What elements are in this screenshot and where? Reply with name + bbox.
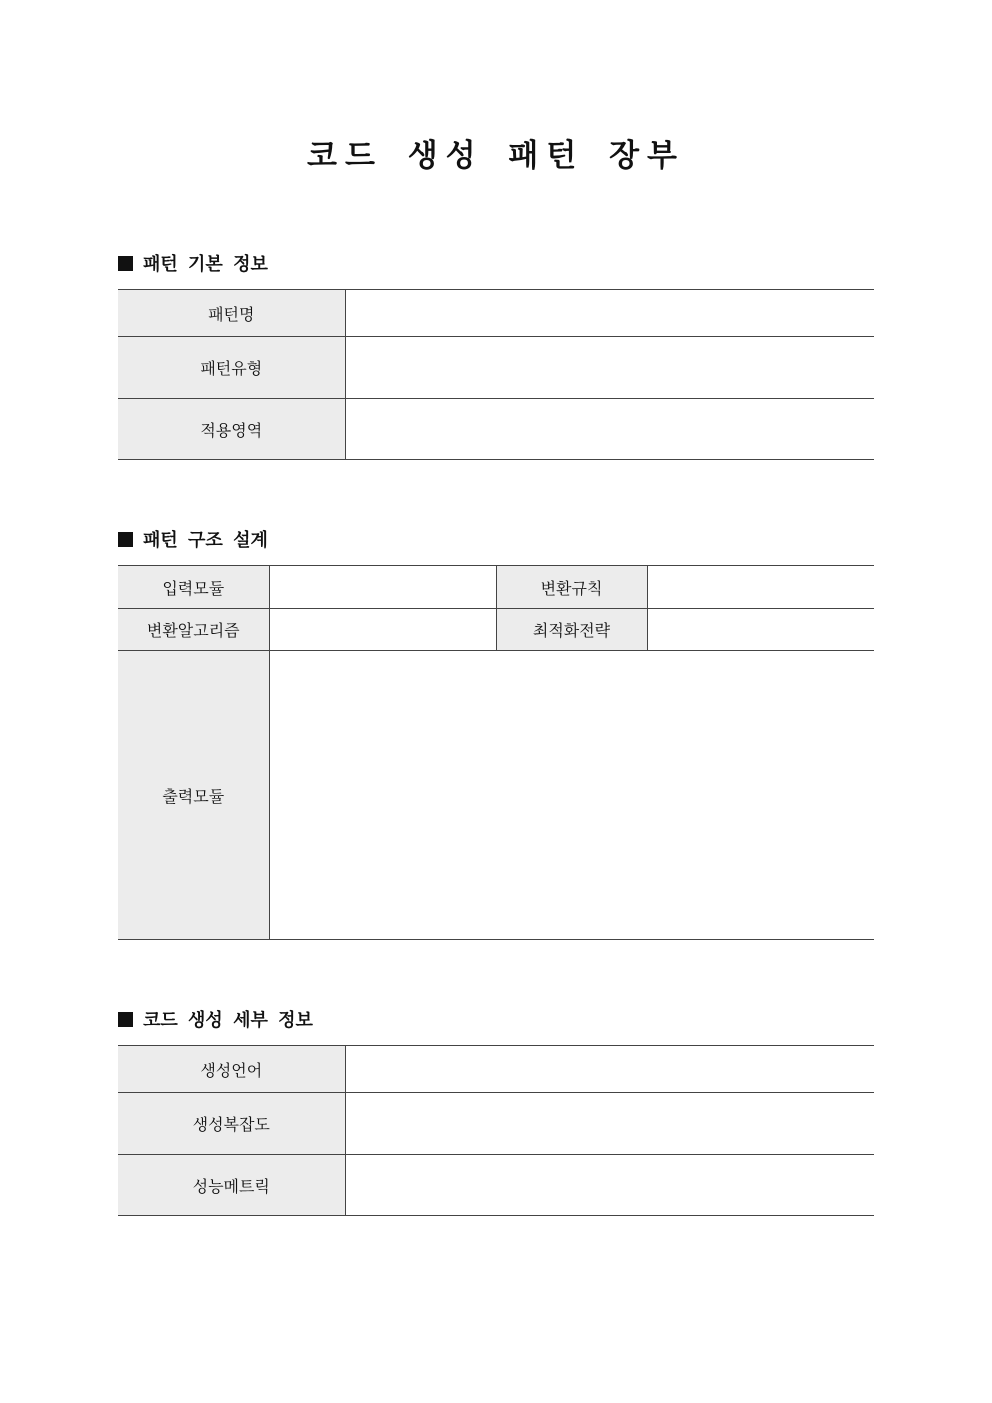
square-bullet-icon xyxy=(118,1012,133,1027)
table-row xyxy=(118,566,874,609)
section-heading-text: 패턴 구조 설계 xyxy=(143,530,268,551)
output-module-value[interactable] xyxy=(269,651,874,940)
table-row xyxy=(118,1093,874,1155)
pattern-name-label: 패턴명 xyxy=(118,290,345,337)
transform-rule-label: 변환규칙 xyxy=(496,566,647,609)
generation-details-table xyxy=(118,1045,874,1216)
input-module-label: 입력모듈 xyxy=(118,566,269,609)
document-title: 코드 생성 패턴 장부 xyxy=(307,138,685,174)
table-row xyxy=(118,651,874,940)
section-heading-text: 코드 생성 세부 정보 xyxy=(143,1010,313,1031)
table-row xyxy=(118,290,874,337)
section-heading-generation-details xyxy=(118,1008,313,1034)
section-heading-basic-info xyxy=(118,252,268,278)
input-module-value[interactable] xyxy=(269,566,496,609)
section-heading-structure-design xyxy=(118,528,268,554)
generation-complexity-label: 생성복잡도 xyxy=(118,1093,345,1155)
transform-algorithm-label: 변환알고리즘 xyxy=(118,609,269,651)
generation-language-value[interactable] xyxy=(345,1046,874,1093)
pattern-type-label: 패턴유형 xyxy=(118,337,345,399)
generation-language-label: 생성언어 xyxy=(118,1046,345,1093)
square-bullet-icon xyxy=(118,532,133,547)
table-row xyxy=(118,1046,874,1093)
application-area-label: 적용영역 xyxy=(118,399,345,460)
table-row xyxy=(118,399,874,460)
basic-info-table xyxy=(118,289,874,460)
optimization-strategy-label: 최적화전략 xyxy=(496,609,647,651)
section-heading-text: 패턴 기본 정보 xyxy=(143,254,268,275)
transform-rule-value[interactable] xyxy=(647,566,874,609)
square-bullet-icon xyxy=(118,256,133,271)
performance-metric-value[interactable] xyxy=(345,1155,874,1216)
transform-algorithm-value[interactable] xyxy=(269,609,496,651)
performance-metric-label: 성능메트릭 xyxy=(118,1155,345,1216)
table-row xyxy=(118,337,874,399)
pattern-name-value[interactable] xyxy=(345,290,874,337)
table-row xyxy=(118,609,874,651)
optimization-strategy-value[interactable] xyxy=(647,609,874,651)
generation-complexity-value[interactable] xyxy=(345,1093,874,1155)
structure-design-table xyxy=(118,565,874,940)
output-module-label: 출력모듈 xyxy=(118,651,269,940)
pattern-type-value[interactable] xyxy=(345,337,874,399)
application-area-value[interactable] xyxy=(345,399,874,460)
table-row xyxy=(118,1155,874,1216)
